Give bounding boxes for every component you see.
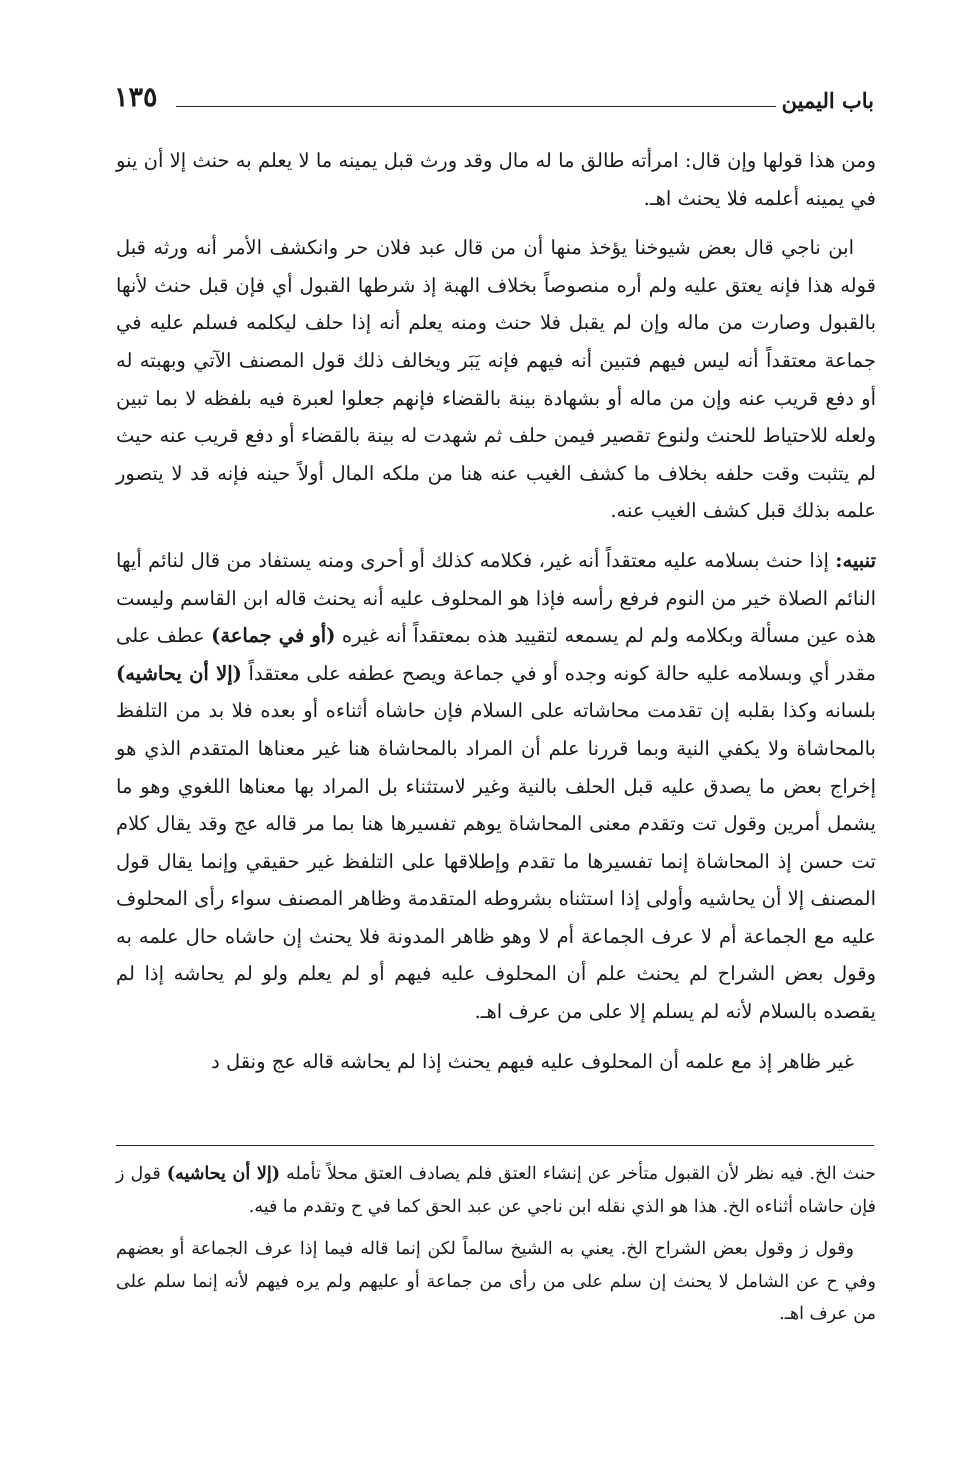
paragraph-3 — [116, 542, 876, 1031]
paragraph-4: غير ظاهر إذ مع علمه أن المحلوف عليه فيهم يحنث إذا لم يحاشه قاله عج ونقل د — [211, 1049, 854, 1073]
footnote-1-part-b: قول ز فإن حاشاه أثناءه الخ. هذا هو الذي نقله ابن ناجي عن عبد الحق كما في ح وتقدم ما فيه. — [116, 1164, 876, 1217]
footnote-matn-quote: (إلا أن يحاشيه) — [166, 1164, 281, 1184]
matn-quote-2: (إلا أن يحاشيه) — [116, 661, 242, 685]
footnote-1 — [116, 1158, 876, 1223]
matn-quote-1: (أو في جماعة) — [211, 624, 336, 648]
running-header — [114, 82, 874, 122]
footnote-separator — [116, 1145, 874, 1146]
paragraph-2: ابن ناجي قال بعض شيوخنا يؤخذ منها أن من قال عبد فلان حر وانكشف الأمر أنه ورثه قبل قوله هذا فإنه يعتق عليه ولم أره منصوصاً بخلاف الهبة إذ شرطها القبول أي فإن قبل حنث لأنها بالقبول وصارت من ماله وإن لم يقبل فلا حنث ومنه يعلم أنه إذا حلف ليكلمه فسلم عليه في جماعة معتقداً أنه ليس فيهم فتبين أنه فيهم فإنه يَبَر ويخالف ذلك قول المصنف الآتي وبهبته له أو دفع قريب عنه وإن من ماله أو بشهادة بينة بالقضاء فإنهم جعلوا لعبرة فيه بلفظه لا بما تبين ولعله للاحتياط للحنث ولنوع تقصير فيمن حلف ثم شهدت له بينة بالقضاء أو دفع قريب عنه حيث لم يتثبت وقت حلفه بخلاف ما كشف الغيب عنه هنا من ملكه المال أولاً حينه فإنه قد لا يتصور علمه بذلك قبل كشف الغيب عنه. — [116, 236, 876, 523]
paragraph-3-part-a: إذا حنث بسلامه عليه معتقداً أنه غير، فكلامه كذلك أو أحرى ومنه يستفاد من قال لنائم أيها النائم الصلاة خير من النوم فرفع رأسه فإذا هو المحلوف عليه أنه يحنث قاله ابن القاسم وليست هذه عين مسألة وبكلامه ولم لم يسمعه لتقييد هذه بمعتقداً أنه غيره — [116, 548, 876, 648]
paragraph-1: ومن هذا قولها وإن قال: امرأته طالق ما له مال وقد ورث قبل يمينه ما لا يعلم به حنث إلا أن ينو في يمينه أعلمه فلا يحنث اهـ. — [116, 149, 876, 210]
footnotes — [116, 1158, 876, 1341]
paragraph-3-part-b: عطف على مقدر أي وبسلامه عليه حالة كونه وجده أو في جماعة ويصح عطفه على معتقداً — [116, 624, 876, 685]
chapter-title: باب اليمين — [781, 88, 874, 113]
footnote-2: وقول ز وقول بعض الشراح الخ. يعني به الشيخ سالماً لكن إنما قاله فيما إذا عرف الجماعة أو بعضهم وفي ح عن الشامل لا يحنث إن سلم على من رأى من جماعة أو عليهم ولم يره فيهم لأنه إنما سلم على من عرف اهـ. — [116, 1239, 876, 1324]
paragraph-3-part-c: بلسانه وكذا بقلبه إن تقدمت محاشاته على السلام فإن حاشاه أثناءه أو بعده فلا بد من التلفظ بالمحاشاة ولا يكفي النية وبما قررنا علم أن المراد بالمحاشاة هنا غير معناها المتقدم الذي هو إخراج بعض ما يصدق عليه قبل الحلف بالنية وغير لاستثناء بل المراد بها معناها اللغوي وهو ما يشمل أمرين وقول تت وتقدم معنى المحاشاة يوهم تفسيرها هنا بما مر قاله عج وقد يقال كلام تت حسن إذ المحاشاة إنما تفسيرها ما تقدم وإطلاقها على التلفظ غير حقيقي وإنما يقال قول المصنف إلا أن يحاشيه وأولى إذا استثناه بشروطه المتقدمة وظاهر المصنف سواء رأى المحلوف عليه مع الجماعة أم لا عرف الجماعة أم لا وهو ظاهر المدونة فلا يحنث إن حاشاه حال علمه به وقول بعض الشراح لم يحنث علم أن المحلوف عليه فيهم أو لم يعلم ولو لم يحاشه إذا لم يقصده بالسلام لأنه لم يسلم إلا على من عرف اهـ. — [116, 699, 876, 1024]
page-number: ١٣٥ — [114, 82, 158, 113]
footnote-1-part-a: حنث الخ. فيه نظر لأن القبول متأخر عن إنشاء العتق فلم يصادف العتق محلاً تأمله — [286, 1164, 876, 1184]
note-label: تنبيه: — [835, 548, 876, 572]
main-text — [116, 142, 876, 1092]
header-rule — [176, 106, 776, 107]
